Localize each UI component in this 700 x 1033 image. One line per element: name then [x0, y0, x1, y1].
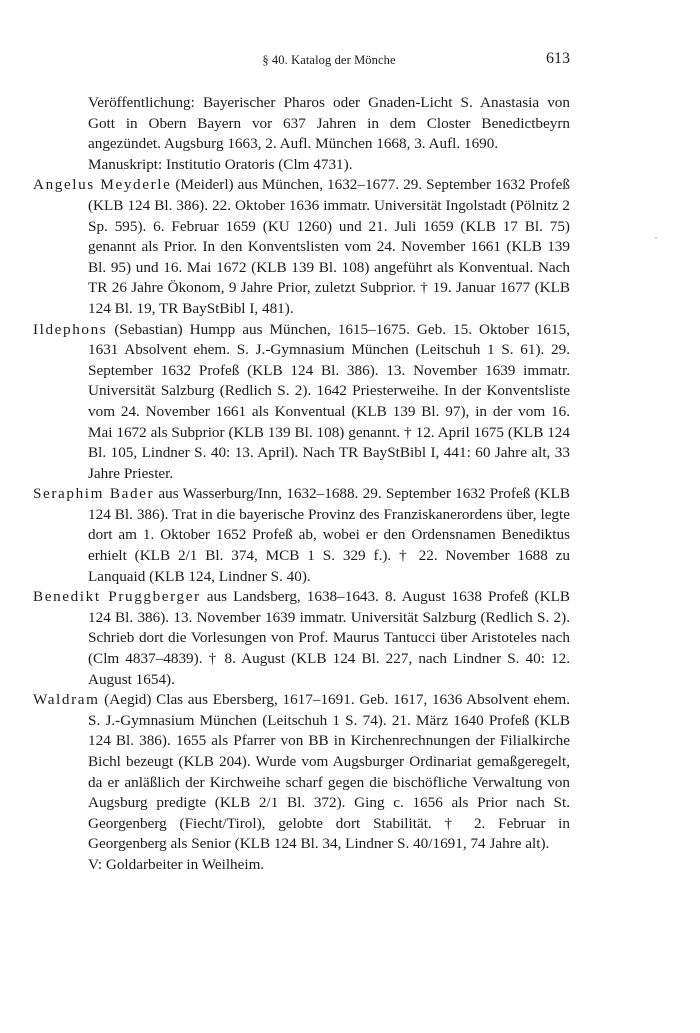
entry-text: (Sebastian) Humpp aus München, 1615–1675. Geb. 15. Oktober 1615, 1631 Absolvent ehem. S. J.-Gymnasium München (Leitschuh 1 S. 61). 29. September 1632 Profeß (KLB 124 Bl. 386). 13. November 1639 immatr. Universität Salzburg (Redlich S. 2). 1642 Priesterweihe. In der Konventsliste vom 24. November 1661 als Konventual (KLB 139 Bl. 97), in der vom 16. Mai 1672 als Subprior (KLB 139 Bl. 108) genannt. † 12. April 1675 (KLB 124 Bl. 105, Lindner S. 40: 13. April). Nach TR BayStBibl I, 441: 60 Jahre alt, 33 Jahre Priester.: [88, 320, 570, 482]
page-number: 613: [546, 50, 570, 67]
publication-paragraph: [88, 93, 570, 155]
entry-seraphim-bader: [33, 484, 570, 587]
entry-ildephons-humpp: [33, 320, 570, 485]
entry-text: aus Wasserburg/Inn, 1632–1688. 29. September 1632 Profeß (KLB 124 Bl. 386). Trat in die bayerische Provinz des Franziskanerordens über, legte dort am 1. Oktober 1652 Profeß ab, wobei er den Ordensnamen Benediktus erhielt (KLB 2/1 Bl. 374, MCB 1 S. 329 f.). † 22. November 1688 zu Lanquaid (KLB 124, Lindner S. 40).: [88, 485, 570, 585]
entry-text: aus Landsberg, 1638–1643. 8. August 1638 Profeß (KLB 124 Bl. 386). 13. November 1639 immatr. Universität Salzburg (Redlich S. 2). Schrieb dort die Vorlesungen von Prof. Maurus Tantucci über Aristoteles nach (Clm 4837–4839). † 8. August (KLB 124 Bl. 227, nach Lindner S. 40: 12. August 1654).: [88, 588, 570, 688]
monk-name: Angelus Meyderle: [33, 176, 172, 194]
father-occupation-paragraph: [88, 855, 570, 876]
manuscript-paragraph: [88, 155, 570, 176]
paragraph-text: Veröffentlichung: Bayerischer Pharos oder Gnaden-Licht S. Anastasia von Gott in Obern Bayern vor 637 Jahren in dem Closter Benedictbeyrn angezündet. Augsburg 1663, 2. Aufl. München 1668, 3. Aufl. 1690.: [88, 94, 570, 153]
catalog-text: [0, 93, 700, 876]
monk-name: Seraphim Bader: [33, 485, 155, 503]
margin-mark: [655, 237, 657, 239]
entry-waldram-clas: [33, 690, 570, 855]
monk-name: Benedikt Pruggberger: [33, 588, 201, 606]
entry-benedikt-pruggberger: [33, 587, 570, 690]
monk-name: Ildephons: [33, 320, 108, 338]
monk-name: Waldram: [33, 691, 100, 709]
running-head: [88, 50, 570, 74]
running-title: § 40. Katalog der Mönche: [262, 53, 396, 67]
entry-text: (Aegid) Clas aus Ebersberg, 1617–1691. Geb. 1617, 1636 Absolvent ehem. S. J.-Gymnasium München (Leitschuh 1 S. 74). 21. März 1640 Profeß (KLB 124 Bl. 386). 1655 als Pfarrer von BB in Kirchenrechnungen der Filialkirche Bichl bezeugt (KLB 204). Wurde vom Augsburger Ordinariat gemaßgeregelt, da er anläßlich der Kirchweihe scharf gegen die bischöfliche Verwaltung von Augsburg predigte (KLB 2/1 Bl. 372). Ging c. 1656 als Prior nach St. Georgenberg (Fiecht/Tirol), gelobte dort Stabilität. † 2. Februar in Georgenberg als Senior (KLB 124 Bl. 34, Lindner S. 40/1691, 74 Jahre alt).: [88, 691, 570, 853]
entry-angelus-meyderle: [33, 175, 570, 319]
paragraph-text: Manuskript: Institutio Oratoris (Clm 4731).: [88, 155, 353, 173]
paragraph-text: V: Goldarbeiter in Weilheim.: [88, 855, 265, 873]
entry-text: (Meiderl) aus München, 1632–1677. 29. September 1632 Profeß (KLB 124 Bl. 386). 22. Oktober 1636 immatr. Universität Ingolstadt (Pölnitz 2 Sp. 595). 6. Februar 1659 (KU 1260) und 21. Juli 1659 (KLB 17 Bl. 75) genannt als Prior. In den Konventslisten vom 24. November 1661 (KLB 139 Bl. 95) und 16. Mai 1672 (KLB 139 Bl. 108) angeführt als Konventual. Nach TR 26 Jahre Ökonom, 9 Jahre Prior, zuletzt Subprior. † 19. Januar 1677 (KLB 124 Bl. 19, TR BayStBibl I, 481).: [88, 176, 570, 317]
